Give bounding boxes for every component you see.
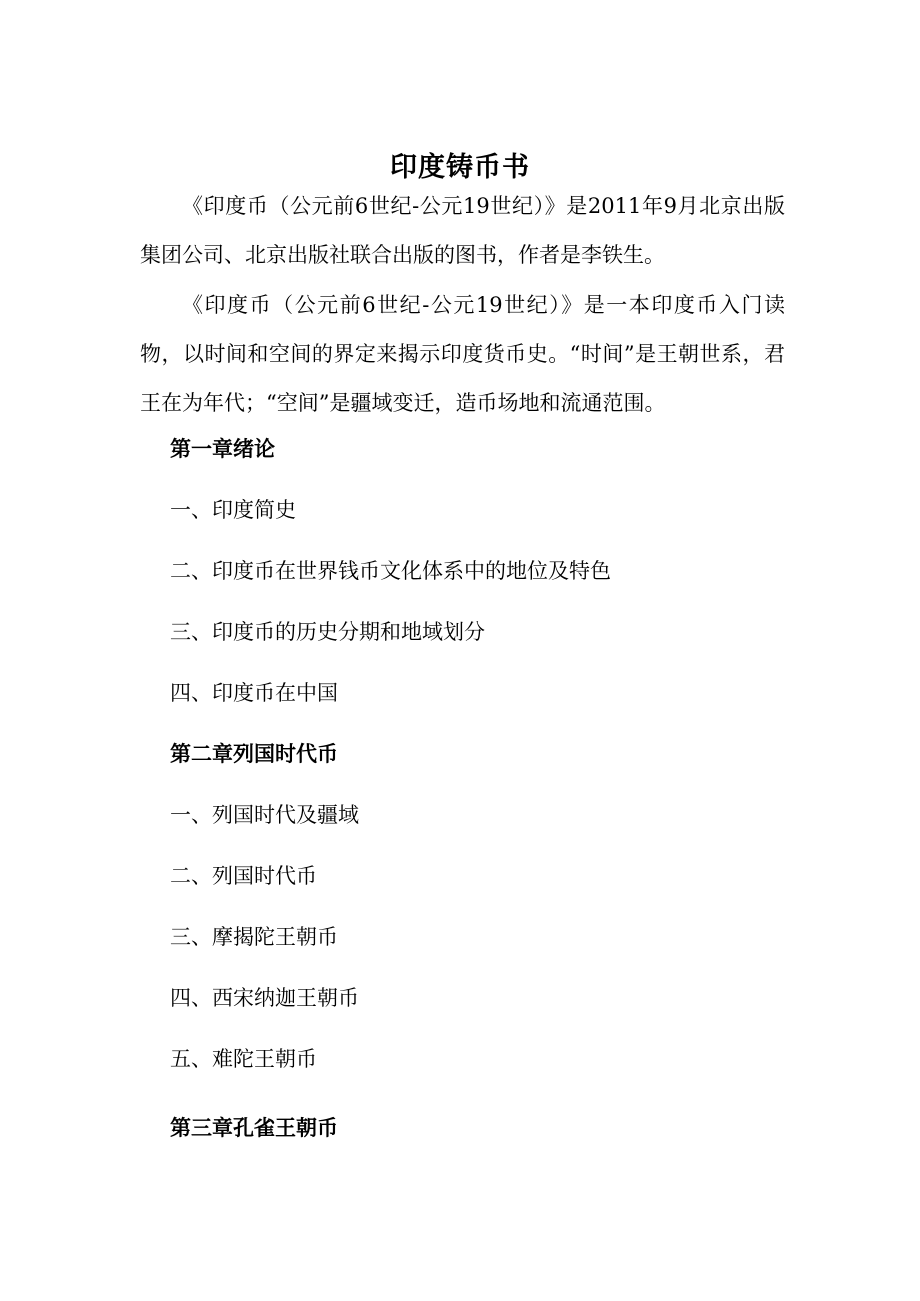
toc-item: 一、列国时代及疆域 [170,803,359,827]
toc-item: 三、摩揭陀王朝币 [170,925,338,949]
toc-item: 五、难陀王朝币 [170,1047,317,1071]
toc-chapter-2: 第二章列国时代币 [170,741,338,766]
toc-item: 三、印度币的历史分期和地域划分 [170,620,485,644]
toc-chapter-1: 第一章绪论 [170,436,275,461]
intro-paragraph-2: 《印度币（公元前6世纪-公元19世纪）》是一本印度币入门读物，以时间和空间的界定来揭示印度货币史。“时间”是王朝世系，君王在为年代；“空间”是疆域变迁，造币场地和流通范围。 [140,293,785,415]
toc-item: 一、印度简史 [170,498,296,522]
intro-paragraph-1: 《印度币（公元前6世纪-公元19世纪）》是2011年9月北京出版集团公司、北京出版社联合出版的图书，作者是李铁生。 [140,194,785,267]
toc-item: 二、列国时代币 [170,864,317,888]
toc-chapter-3: 第三章孔雀王朝币 [170,1115,338,1140]
toc-item: 四、印度币在中国 [170,681,338,705]
toc-item: 四、西宋纳迦王朝币 [170,986,359,1010]
document-title: 印度铸币书 [390,152,530,184]
toc-item: 二、印度币在世界钱币文化体系中的地位及特色 [170,559,611,583]
